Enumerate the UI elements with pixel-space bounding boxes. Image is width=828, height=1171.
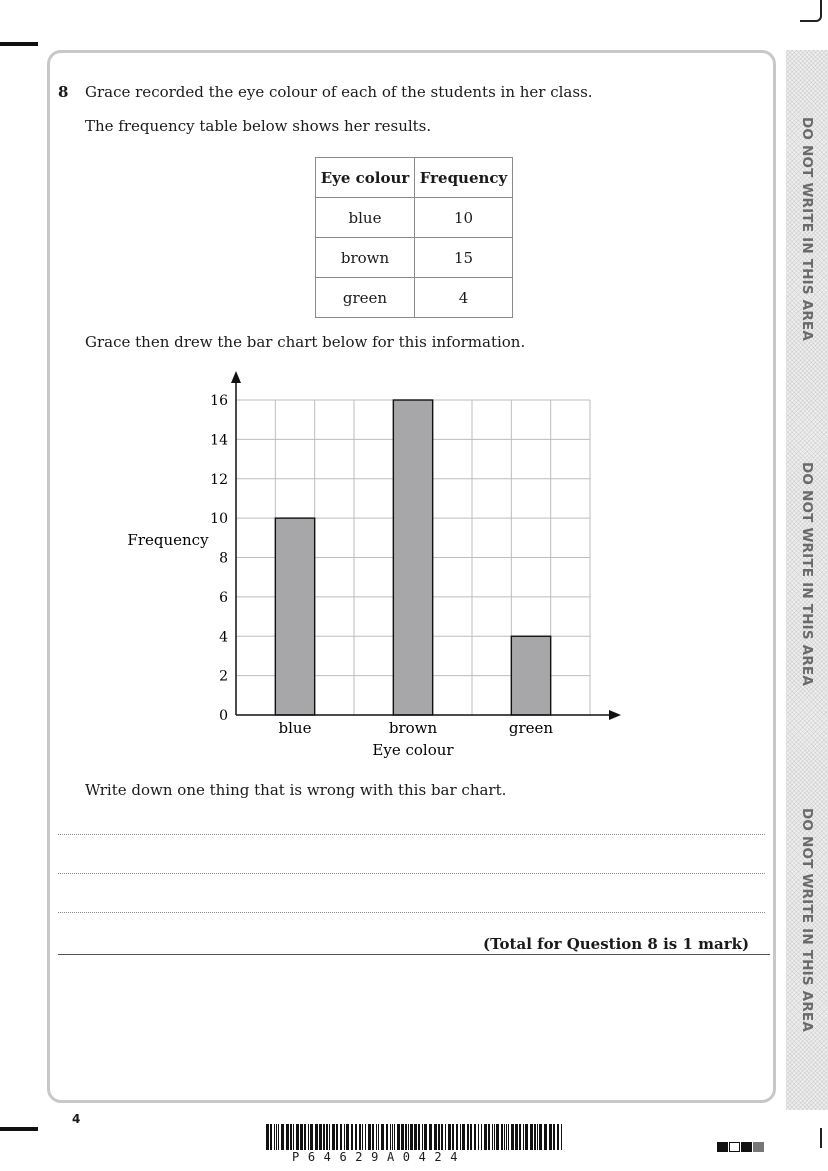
barcode-bar [544, 1124, 547, 1150]
barcode-bar [445, 1124, 446, 1150]
barcode-bar [448, 1124, 451, 1150]
barcode-bar [467, 1124, 469, 1150]
progress-square [753, 1142, 764, 1152]
y-axis-arrow [231, 371, 241, 383]
barcode-bar [378, 1124, 379, 1150]
barcode-bar [438, 1124, 440, 1150]
barcode-bar [266, 1124, 269, 1150]
barcode-bar [300, 1124, 303, 1150]
barcode-bar [397, 1124, 400, 1150]
barcode-bar [386, 1124, 388, 1150]
page-number: 4 [72, 1112, 81, 1126]
barcode-bar [557, 1124, 559, 1150]
answer-line[interactable] [58, 912, 765, 913]
barcode-bar [365, 1124, 366, 1150]
barcode-bar [362, 1124, 363, 1150]
barcode-bar [441, 1124, 443, 1150]
question-prompt: Write down one thing that is wrong with this bar chart. [85, 781, 507, 799]
barcode-bar [484, 1124, 487, 1150]
barcode-bar [290, 1124, 292, 1150]
x-tick-label: blue [278, 719, 312, 737]
total-rule [58, 954, 770, 955]
barcode-bar [344, 1124, 345, 1150]
barcode-bar [276, 1124, 277, 1150]
barcode-bar [422, 1124, 423, 1150]
barcode-bar [405, 1124, 407, 1150]
barcode-bar [390, 1124, 391, 1150]
progress-square [717, 1142, 728, 1152]
barcode-bar [414, 1124, 417, 1150]
barcode-bar [376, 1124, 377, 1150]
barcode-bar [310, 1124, 313, 1150]
table-cell: 15 [415, 238, 513, 278]
y-tick-label: 0 [219, 708, 228, 724]
barcode-bar [308, 1124, 309, 1150]
barcode-bar [553, 1124, 555, 1150]
barcode-bar [481, 1124, 482, 1150]
barcode-bar [408, 1124, 409, 1150]
barcode-bar [336, 1124, 338, 1150]
registration-mark [0, 1127, 38, 1131]
barcode-bar [346, 1124, 349, 1150]
barcode-bar [549, 1124, 552, 1150]
barcode-bar [515, 1124, 518, 1150]
barcode-bar [372, 1124, 374, 1150]
barcode-bar [304, 1124, 306, 1150]
barcode-text: P64629A0424 [292, 1150, 467, 1164]
table-cell: green [316, 278, 415, 318]
barcode-bar [496, 1124, 499, 1150]
barcode-bar [424, 1124, 427, 1150]
y-tick-label: 16 [210, 393, 228, 409]
barcode-bar [460, 1124, 461, 1150]
y-tick-label: 2 [219, 668, 228, 685]
bar [511, 636, 550, 715]
barcode-bar [523, 1124, 524, 1150]
y-axis-label: Frequency [127, 531, 209, 549]
barcode-bar [501, 1124, 503, 1150]
answer-line[interactable] [58, 873, 765, 874]
y-tick-label: 4 [219, 629, 228, 646]
barcode-bar [561, 1124, 562, 1150]
barcode-bar [315, 1124, 318, 1150]
table-intro: The frequency table below shows her results. [85, 117, 432, 135]
table-header: Eye colour [316, 158, 415, 198]
barcode-bar [456, 1124, 458, 1150]
barcode-bar [429, 1124, 432, 1150]
barcode-bar [418, 1124, 420, 1150]
barcode-bar [508, 1124, 509, 1150]
y-tick-label: 12 [210, 471, 228, 488]
barcode-bar [296, 1124, 299, 1150]
barcode-bar [470, 1124, 472, 1150]
barcode-bar [340, 1124, 342, 1150]
barcode-bar [394, 1124, 395, 1150]
barcode-bar [323, 1124, 325, 1150]
barcode-bar [488, 1124, 490, 1150]
barcode-bar [462, 1124, 465, 1150]
barcode-bar [410, 1124, 413, 1150]
barcode-bar [286, 1124, 289, 1150]
bar [275, 518, 314, 715]
barcode-bar [401, 1124, 404, 1150]
barcode-bar [506, 1124, 507, 1150]
chart-intro: Grace then drew the bar chart below for this information. [85, 333, 526, 351]
barcode-bar [355, 1124, 357, 1150]
x-axis-arrow [609, 710, 621, 720]
barcode-bar [452, 1124, 454, 1150]
barcode-bar [270, 1124, 272, 1150]
table-header: Frequency [415, 158, 513, 198]
corner-mark [805, 1128, 822, 1148]
x-tick-label: green [508, 719, 554, 737]
table-cell: 4 [415, 278, 513, 318]
barcode-bar [511, 1124, 514, 1150]
table-cell: brown [316, 238, 415, 278]
barcode-bar [359, 1124, 361, 1150]
barcode-bar [332, 1124, 335, 1150]
barcode-bar [293, 1124, 294, 1150]
answer-line[interactable] [58, 834, 765, 835]
barcode-bar [434, 1124, 437, 1150]
margin-warning: DO NOT WRITE IN THIS AREA [799, 808, 815, 1032]
barcode-bar [537, 1124, 538, 1150]
y-tick-label: 10 [210, 511, 228, 528]
barcode-bar [530, 1124, 533, 1150]
y-tick-label: 6 [219, 589, 228, 606]
barcode-bar [368, 1124, 371, 1150]
barcode-bar [329, 1124, 330, 1150]
margin-warning: DO NOT WRITE IN THIS AREA [799, 462, 815, 686]
barcode-bar [492, 1124, 493, 1150]
y-tick-label: 8 [219, 550, 228, 567]
table-cell: 10 [415, 198, 513, 238]
barcode-bar [494, 1124, 495, 1150]
table-cell: blue [316, 198, 415, 238]
barcode-bar [504, 1124, 505, 1150]
question-intro: Grace recorded the eye colour of each of the students in her class. [85, 83, 593, 101]
x-axis-label: Eye colour [372, 741, 454, 759]
barcode-bar [381, 1124, 384, 1150]
barcode-bar [519, 1124, 521, 1150]
barcode-bar [274, 1124, 275, 1150]
progress-square [741, 1142, 752, 1152]
x-tick-label: brown [388, 719, 438, 737]
barcode-bar [319, 1124, 322, 1150]
bar [393, 400, 432, 715]
barcode-bar [539, 1124, 542, 1150]
question-number: 8 [58, 83, 69, 101]
barcode-bar [534, 1124, 536, 1150]
barcode-bar [392, 1124, 393, 1150]
barcode-bar [326, 1124, 328, 1150]
barcode [266, 1124, 566, 1150]
barcode-bar [478, 1124, 479, 1150]
barcode-bar [474, 1124, 476, 1150]
total-marks: (Total for Question 8 is 1 mark) [483, 935, 750, 953]
progress-square [729, 1142, 740, 1152]
barcode-bar [525, 1124, 528, 1150]
margin-warning: DO NOT WRITE IN THIS AREA [799, 117, 815, 341]
y-tick-label: 14 [210, 432, 228, 449]
barcode-bar [281, 1124, 284, 1150]
barcode-bar [351, 1124, 353, 1150]
barcode-bar [278, 1124, 279, 1150]
